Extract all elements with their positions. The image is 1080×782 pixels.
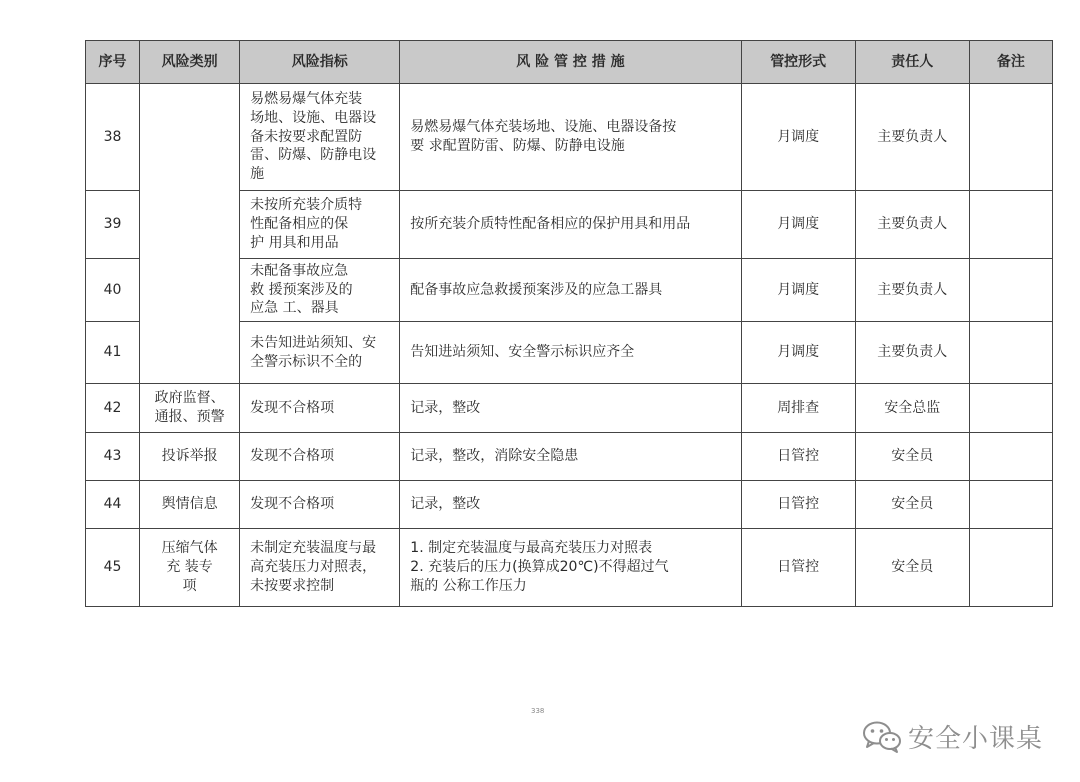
- cell-indicator: [240, 84, 400, 191]
- cell-seq: 39: [86, 191, 140, 259]
- cell-indicator: 发现不合格项: [240, 433, 400, 481]
- text-line: 项: [182, 577, 197, 594]
- table-row: [86, 384, 1053, 433]
- cell-category-merged: [140, 84, 240, 384]
- text-line: 备未按要求配置防: [250, 128, 363, 145]
- cell-measures: 记录，整改: [400, 384, 741, 433]
- cell-remark: [969, 529, 1052, 607]
- watermark: [862, 718, 1043, 755]
- cell-owner: 安全员: [855, 529, 969, 607]
- table-row: [86, 481, 1053, 529]
- header-owner: 责任人: [855, 41, 969, 84]
- text-line: 2. 充装后的压力(换算成20℃)不得超过气: [410, 559, 669, 576]
- cell-measures: [400, 529, 741, 607]
- cell-remark: [969, 384, 1052, 433]
- cell-form: 月调度: [741, 322, 855, 384]
- cell-indicator: [240, 322, 400, 384]
- text-line: 性配备相应的保: [250, 216, 349, 233]
- cell-measures: 记录，整改，消除安全隐患: [400, 433, 741, 481]
- cell-seq: 43: [86, 433, 140, 481]
- text-line: 护 用具和用品: [250, 234, 339, 251]
- cell-form: 月调度: [741, 191, 855, 259]
- cell-seq: 45: [86, 529, 140, 607]
- cell-seq: 42: [86, 384, 140, 433]
- cell-measures: [400, 191, 741, 259]
- cell-form: 周排查: [741, 384, 855, 433]
- text-line: 告知进站须知、安全警示标识应齐全: [410, 344, 635, 361]
- cell-indicator: [240, 259, 400, 322]
- text-line: 瓶的 公称工作压力: [410, 577, 527, 594]
- text-line: 政府监督、: [154, 390, 225, 407]
- cell-owner: 安全总监: [855, 384, 969, 433]
- text-line: 充 装专: [166, 559, 213, 576]
- watermark-text: 安全小课桌: [908, 724, 1044, 754]
- text-line: 未告知进站须知、安: [250, 334, 377, 351]
- text-line: 易燃易爆气体充装场地、设施、电器设备按: [410, 119, 677, 136]
- header-indicator: 风险指标: [240, 41, 400, 84]
- cell-category: 舆情信息: [140, 481, 240, 529]
- cell-owner: 主要负责人: [855, 322, 969, 384]
- text-line: 未按所充装介质特: [250, 197, 363, 214]
- header-category: 风险类别: [140, 41, 240, 84]
- text-line: 未按要求控制: [250, 577, 335, 594]
- header-remark: 备注: [969, 41, 1052, 84]
- text-line: 高充装压力对照表，: [250, 559, 377, 576]
- cell-remark: [969, 481, 1052, 529]
- cell-remark: [969, 191, 1052, 259]
- risk-control-table: [85, 40, 1053, 607]
- wechat-icon: [862, 720, 902, 754]
- cell-form: 月调度: [741, 259, 855, 322]
- cell-indicator: 发现不合格项: [240, 384, 400, 433]
- header-seq: 序号: [86, 41, 140, 84]
- header-measures: 风 险 管 控 措 施: [400, 41, 741, 84]
- cell-indicator: [240, 529, 400, 607]
- cell-seq: 44: [86, 481, 140, 529]
- cell-indicator: 发现不合格项: [240, 481, 400, 529]
- text-line: 压缩气体: [161, 540, 218, 557]
- text-line: 救 援预案涉及的: [250, 281, 353, 298]
- cell-owner: 主要负责人: [855, 259, 969, 322]
- cell-indicator: [240, 191, 400, 259]
- text-line: 未配备事故应急: [250, 262, 349, 279]
- cell-measures: [400, 322, 741, 384]
- cell-seq: 40: [86, 259, 140, 322]
- cell-remark: [969, 433, 1052, 481]
- cell-owner: 安全员: [855, 433, 969, 481]
- cell-owner: 主要负责人: [855, 191, 969, 259]
- cell-seq: 38: [86, 84, 140, 191]
- cell-remark: [969, 322, 1052, 384]
- cell-form: 月调度: [741, 84, 855, 191]
- text-line: 雷、防爆、防静电设: [250, 147, 377, 164]
- text-line: 通报、预警: [154, 409, 225, 425]
- cell-form: 日管控: [741, 529, 855, 607]
- table-row: [86, 84, 1053, 191]
- text-line: 施: [250, 166, 265, 183]
- cell-measures: 记录，整改: [400, 481, 741, 529]
- cell-measures: [400, 84, 741, 191]
- cell-form: 日管控: [741, 481, 855, 529]
- text-line: 按所充装介质特性配备相应的保护用具和用品: [410, 216, 691, 233]
- cell-owner: 安全员: [855, 481, 969, 529]
- cell-remark: [969, 259, 1052, 322]
- cell-category: [140, 384, 240, 433]
- text-line: 易燃易爆气体充装: [250, 90, 363, 107]
- cell-category: [140, 529, 240, 607]
- cell-owner: 主要负责人: [855, 84, 969, 191]
- text-line: 未制定充装温度与最: [250, 540, 377, 557]
- text-line: 要 求配置防雷、防爆、防静电设施: [410, 138, 625, 154]
- table-row: [86, 529, 1053, 607]
- cell-form: 日管控: [741, 433, 855, 481]
- cell-seq: 41: [86, 322, 140, 384]
- table-header-row: [86, 41, 1053, 84]
- text-line: 全警示标识不全的: [250, 353, 363, 370]
- header-form: 管控形式: [741, 41, 855, 84]
- cell-remark: [969, 84, 1052, 191]
- cell-measures: [400, 259, 741, 322]
- table-row: [86, 433, 1053, 481]
- cell-category: 投诉举报: [140, 433, 240, 481]
- text-line: 配备事故应急救援预案涉及的应急工器具: [410, 281, 663, 298]
- page-number: 338: [531, 707, 545, 715]
- text-line: 1. 制定充装温度与最高充装压力对照表: [410, 540, 653, 557]
- text-line: 应急 工、器具: [250, 300, 339, 317]
- text-line: 场地、设施、电器设: [250, 109, 377, 126]
